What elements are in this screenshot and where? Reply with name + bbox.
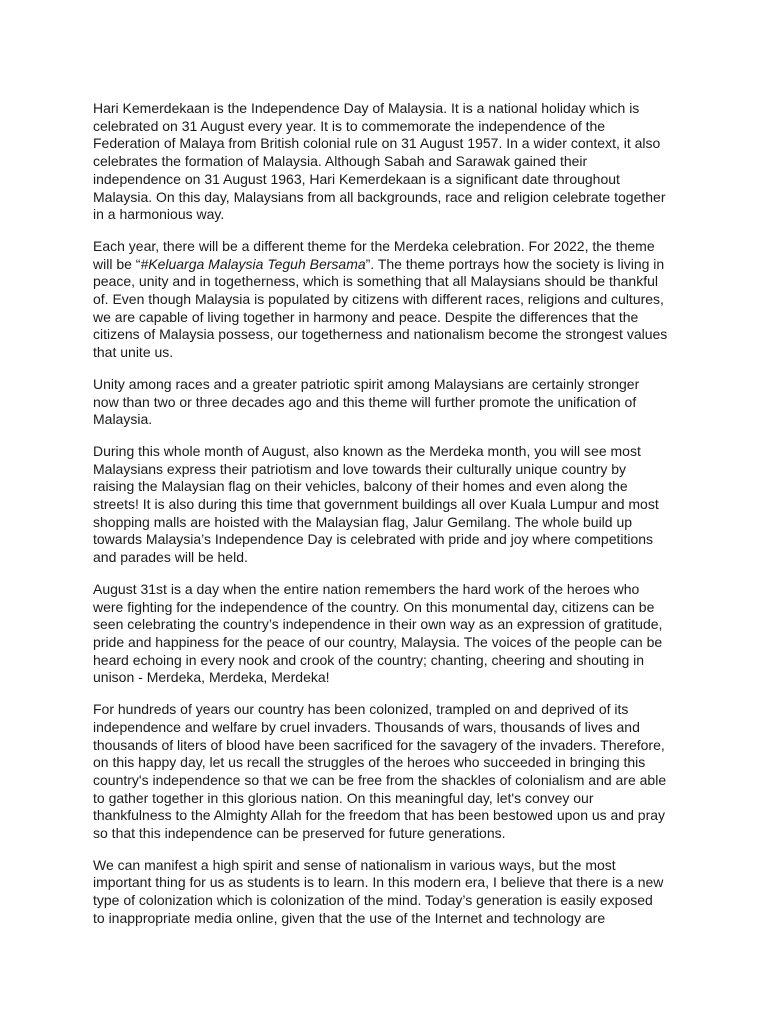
paragraph-6: For hundreds of years our country has been colonized, trampled on and deprived of its independence and welfare by cruel invaders. Thousands of wars, thousands of lives and thousands of liters of blood have been sacrificed for the savagery of the invaders. Therefore, on this happy day, let us recall the struggles of the heroes who succeeded in bringing this country's independence so that we can be free from the shackles of colonialism and are able to gather together in this glorious nation. On this meaningful day, let's convey our thankfulness to the Almighty Allah for the freedom that has been bestowed upon us and pray so that this independence can be preserved for future generations. <box>93 701 667 842</box>
paragraph-4: During this whole month of August, also known as the Merdeka month, you will see most Malaysians express their patriotism and love towards their culturally unique country by raising the Malaysian flag on their vehicles, balcony of their homes and even along the streets! It is also during this time that government buildings all over Kuala Lumpur and most shopping malls are hoisted with the Malaysian flag, Jalur Gemilang. The whole build up towards Malaysia’s Independence Day is celebrated with pride and joy where competitions and parades will be held. <box>93 442 659 566</box>
paragraph-2-rest: ”. The theme portrays how the society is living in peace, unity and in togetherness, which is something that all Malaysians should be thankful of. Even though Malaysia is populated by citizens with different races, religions and cultures, we are capable of living together in harmony and peace. Despite the differences that the citizens of Malaysia possess, our togetherness and nationalism become the strongest values that unite us. <box>93 255 668 361</box>
paragraph-2 <box>93 238 683 362</box>
paragraph-2-intro: Each year, there will be a different theme for the Merdeka celebration. For 2022, the theme will be “ <box>93 237 655 272</box>
paragraph-1: Hari Kemerdekaan is the Independence Day of Malaysia. It is a national holiday which is celebrated on 31 August every year. It is to commemorate the independence of the Federation of Malaya from British colonial rule on 31 August 1957. In a wider context, it also celebrates the formation of Malaysia. Although Sabah and Sarawak gained their independence on 31 August 1963, Hari Kemerdekaan is a significant date throughout Malaysia. On this day, Malaysians from all backgrounds, race and religion celebrate together in a harmonious way. <box>93 100 666 223</box>
paragraph-5: August 31st is a day when the entire nation remembers the hard work of the heroes who were fighting for the independence of the country. On this monumental day, citizens can be seen celebrating the country’s independence in their own way as an expression of gratitude, pride and happiness for the peace of our country, Malaysia. The voices of the people can be heard echoing in every nook and crook of the country; chanting, cheering and shouting in unison - Merdeka, Merdeka, Merdeka! <box>93 580 663 686</box>
paragraph-3: Unity among races and a greater patriotic spirit among Malaysians are certainly stronger now than two or three decades ago and this theme will further promote the unification of Malaysia. <box>93 375 640 428</box>
paragraph-7: We can manifest a high spirit and sense of nationalism in various ways, but the most important thing for us as students is to learn. In this modern era, I believe that there is a new type of colonization which is colonization of the mind. Today’s generation is easily exposed to inappropriate media online, given that the use of the Internet and technology are <box>93 856 664 926</box>
document-page <box>93 100 683 942</box>
theme-text: #Keluarga Malaysia Teguh Bersama <box>140 255 366 272</box>
